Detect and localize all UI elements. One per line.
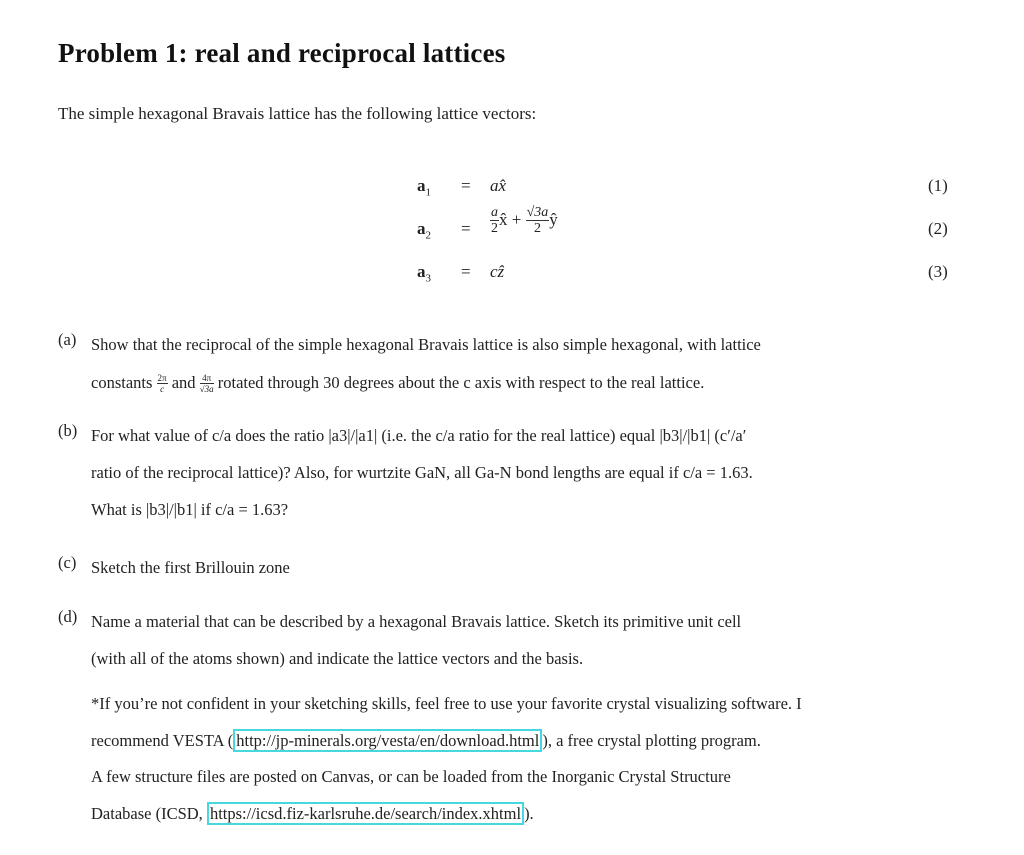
page-title: Problem 1: real and reciprocal lattices <box>58 38 506 68</box>
equation-3 <box>0 262 1024 286</box>
part-d-label: (d) <box>58 607 78 626</box>
part-d-line1: Name a material that can be described by a hexagonal Bravais lattice. Sketch its primitive unit cell <box>91 612 742 631</box>
eq2-lhs: $a_2$ <box>417 219 431 242</box>
vesta-link[interactable]: http://jp-minerals.org/vesta/en/download.html <box>233 729 542 752</box>
equation-2 <box>0 206 1024 254</box>
equation-1 <box>0 176 1024 200</box>
part-a-line1: Show that the reciprocal of the simple hexagonal Bravais lattice is also simple hexagonal, with lattice <box>91 335 761 354</box>
note-line3: A few structure files are posted on Canvas, or can be loaded from the Inorganic Crystal Structure <box>91 767 731 786</box>
part-b-line1: For what value of c/a does the ratio |a3|/|a1| (i.e. the c/a ratio for the real lattice) equal |b3|/|b1| (c′/a′ <box>91 426 747 445</box>
icsd-link[interactable]: https://icsd.fiz-karlsruhe.de/search/index.xhtml <box>207 802 524 825</box>
part-b-line3: What is |b3|/|b1| if c/a = 1.63? <box>91 500 289 519</box>
eq3-rhs: cẑ <box>490 262 505 281</box>
eq3-equals: = <box>461 262 471 281</box>
eq1-equals: = <box>461 176 471 195</box>
eq3-lhs: $a_3$ <box>417 262 431 285</box>
note-line2: recommend VESTA ( http://jp-minerals.org/vesta/en/download.html ), a free crystal plotting program. <box>91 730 761 750</box>
eq2-number: (2) <box>928 219 948 238</box>
eq1-number: (1) <box>928 176 948 195</box>
part-d-line2: (with all of the atoms shown) and indicate the lattice vectors and the basis. <box>91 649 584 668</box>
intro-text: The simple hexagonal Bravais lattice has the following lattice vectors: <box>58 104 537 123</box>
part-b-label: (b) <box>58 421 78 440</box>
part-b-line2: ratio of the reciprocal lattice)? Also, for wurtzite GaN, all Ga-N bond lengths are equal if c/a = 1.63. <box>91 463 753 482</box>
eq3-number: (3) <box>928 262 948 281</box>
software-note <box>91 686 953 832</box>
eq2-equals: = <box>461 219 471 238</box>
note-line1: *If you’re not confident in your sketching skills, feel free to use your favorite crystal visualizing software. I <box>91 694 802 713</box>
part-a-label: (a) <box>58 330 77 349</box>
note-line4: Database (ICSD, https://icsd.fiz-karlsruhe.de/search/index.xhtml ). <box>91 803 534 823</box>
eq1-lhs: $a_1$ <box>417 176 431 199</box>
eq2-rhs: $\frac{a}{2}$ x̂ + $\frac{√3a}{2}$ ŷ <box>491 205 558 236</box>
eq1-rhs: ax̂ <box>490 176 507 195</box>
part-c-label: (c) <box>58 553 77 572</box>
part-a-line2: constants $\frac{2\pi}{c}$ and $\frac{4\pi}{√3a}$ rotated through 30 degrees about the c axis with respect to the real lattice. <box>91 373 705 395</box>
part-c-line1: Sketch the first Brillouin zone <box>91 558 290 577</box>
